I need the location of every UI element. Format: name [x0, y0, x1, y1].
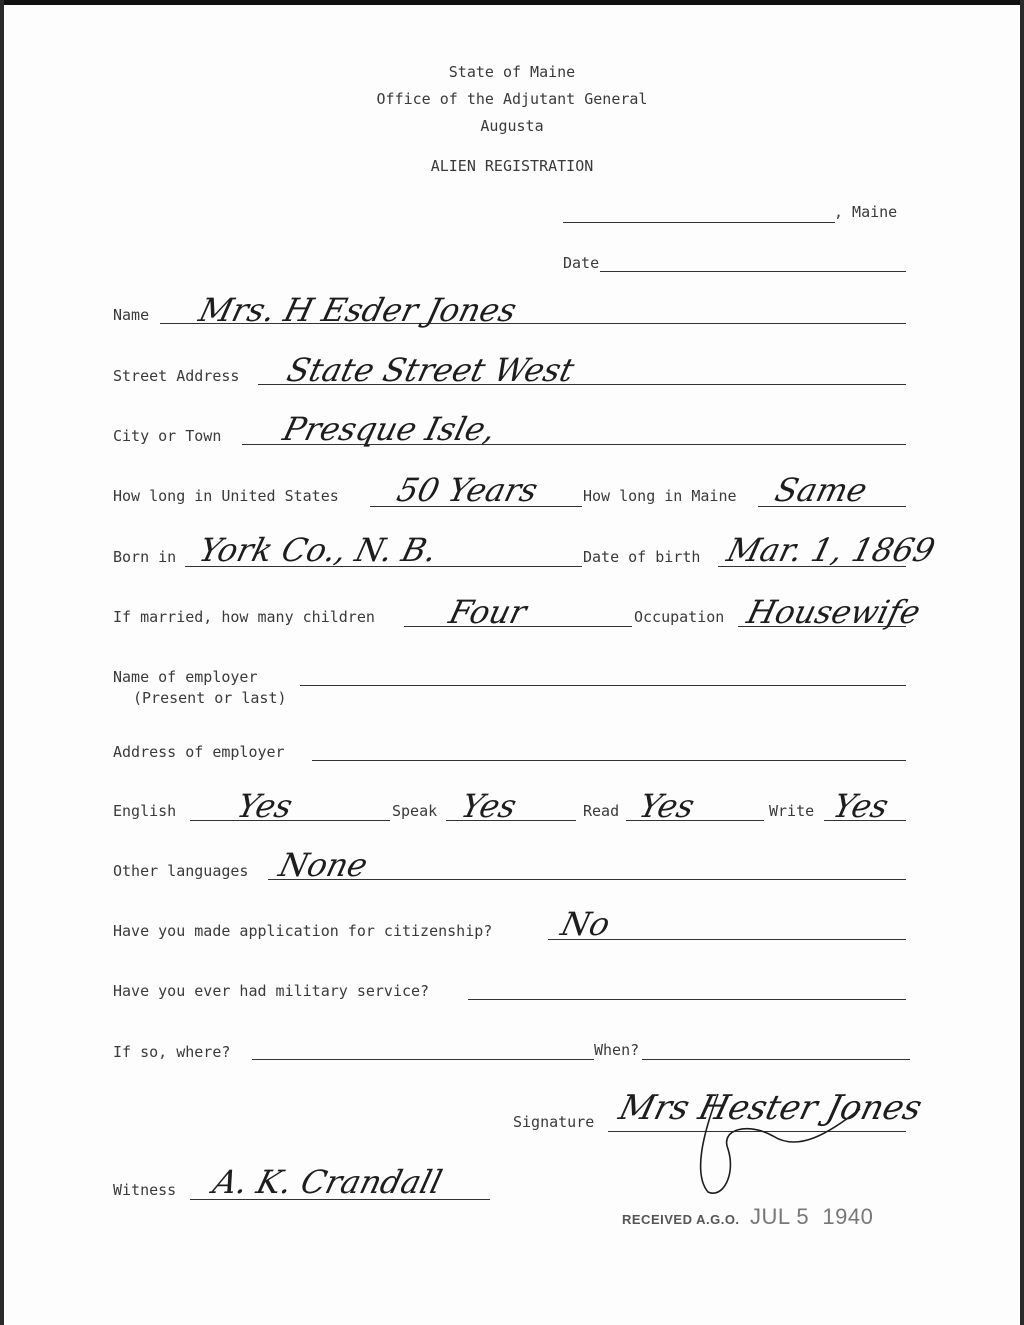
date-line[interactable] — [600, 271, 906, 272]
write-label: Write — [769, 802, 815, 820]
employer-name-line[interactable] — [300, 685, 906, 686]
other-languages-line[interactable] — [268, 879, 906, 880]
date-label: Date — [563, 254, 600, 272]
received-stamp-text: RECEIVED A.G.O. — [622, 1212, 740, 1227]
employer-address-line[interactable] — [312, 760, 906, 761]
received-stamp-date: JUL 5 1940 — [750, 1204, 874, 1229]
signature-flourish — [598, 1074, 978, 1204]
place-line[interactable] — [563, 222, 835, 223]
children-value: Four — [445, 593, 531, 631]
witness-value: A. K. Crandall — [209, 1163, 446, 1201]
received-stamp — [622, 1204, 873, 1230]
where-line[interactable] — [252, 1059, 594, 1060]
scan-edge-left — [0, 0, 4, 1325]
occupation-value: Housewife — [743, 593, 925, 631]
other-languages-value: None — [275, 846, 372, 884]
signature-value: Mrs Hester Jones — [615, 1088, 926, 1128]
when-line[interactable] — [642, 1059, 910, 1060]
street-value: State Street West — [283, 351, 579, 389]
name-value: Mrs. H Esder Jones — [195, 291, 521, 329]
how-long-us-label: How long in United States — [113, 487, 339, 505]
speak-label: Speak — [392, 802, 438, 820]
when-label: When? — [594, 1041, 640, 1059]
how-long-maine-label: How long in Maine — [583, 487, 737, 505]
children-label: If married, how many children — [113, 608, 375, 626]
employer-address-label: Address of employer — [113, 743, 285, 761]
form-title: ALIEN REGISTRATION — [430, 157, 594, 175]
witness-label: Witness — [113, 1181, 177, 1199]
header-city: Augusta — [480, 117, 544, 135]
signature-label: Signature — [513, 1113, 595, 1131]
employer-name-label: Name of employer — [113, 668, 258, 686]
citizenship-label: Have you made application for citizenship? — [113, 922, 493, 940]
read-label: Read — [583, 802, 620, 820]
how-long-maine-value: Same — [771, 471, 872, 509]
how-long-us-value: 50 Years — [393, 471, 542, 509]
read-value: Yes — [635, 787, 699, 825]
write-value: Yes — [829, 787, 893, 825]
street-label: Street Address — [113, 367, 240, 385]
name-label: Name — [113, 306, 150, 324]
header-office: Office of the Adjutant General — [376, 90, 648, 108]
occupation-label: Occupation — [634, 608, 725, 626]
employer-name-sublabel: (Present or last) — [133, 689, 287, 707]
scan-edge-right — [1020, 0, 1024, 1325]
english-line[interactable] — [190, 820, 390, 821]
english-label: English — [113, 802, 177, 820]
dob-value: Mar. 1, 1869 — [723, 531, 939, 569]
other-languages-label: Other languages — [113, 862, 249, 880]
city-value: Presque Isle, — [279, 410, 500, 448]
maine-label: , Maine — [834, 203, 898, 221]
born-in-value: York Co., N. B. — [195, 531, 441, 569]
speak-value: Yes — [457, 787, 521, 825]
military-line[interactable] — [468, 999, 906, 1000]
dob-label: Date of birth — [583, 548, 701, 566]
born-in-label: Born in — [113, 548, 177, 566]
header-state: State of Maine — [448, 63, 576, 81]
citizenship-value: No — [557, 905, 615, 943]
where-label: If so, where? — [113, 1043, 231, 1061]
military-label: Have you ever had military service? — [113, 982, 430, 1000]
city-label: City or Town — [113, 427, 222, 445]
english-value: Yes — [233, 787, 297, 825]
scan-edge-top — [0, 0, 1024, 5]
